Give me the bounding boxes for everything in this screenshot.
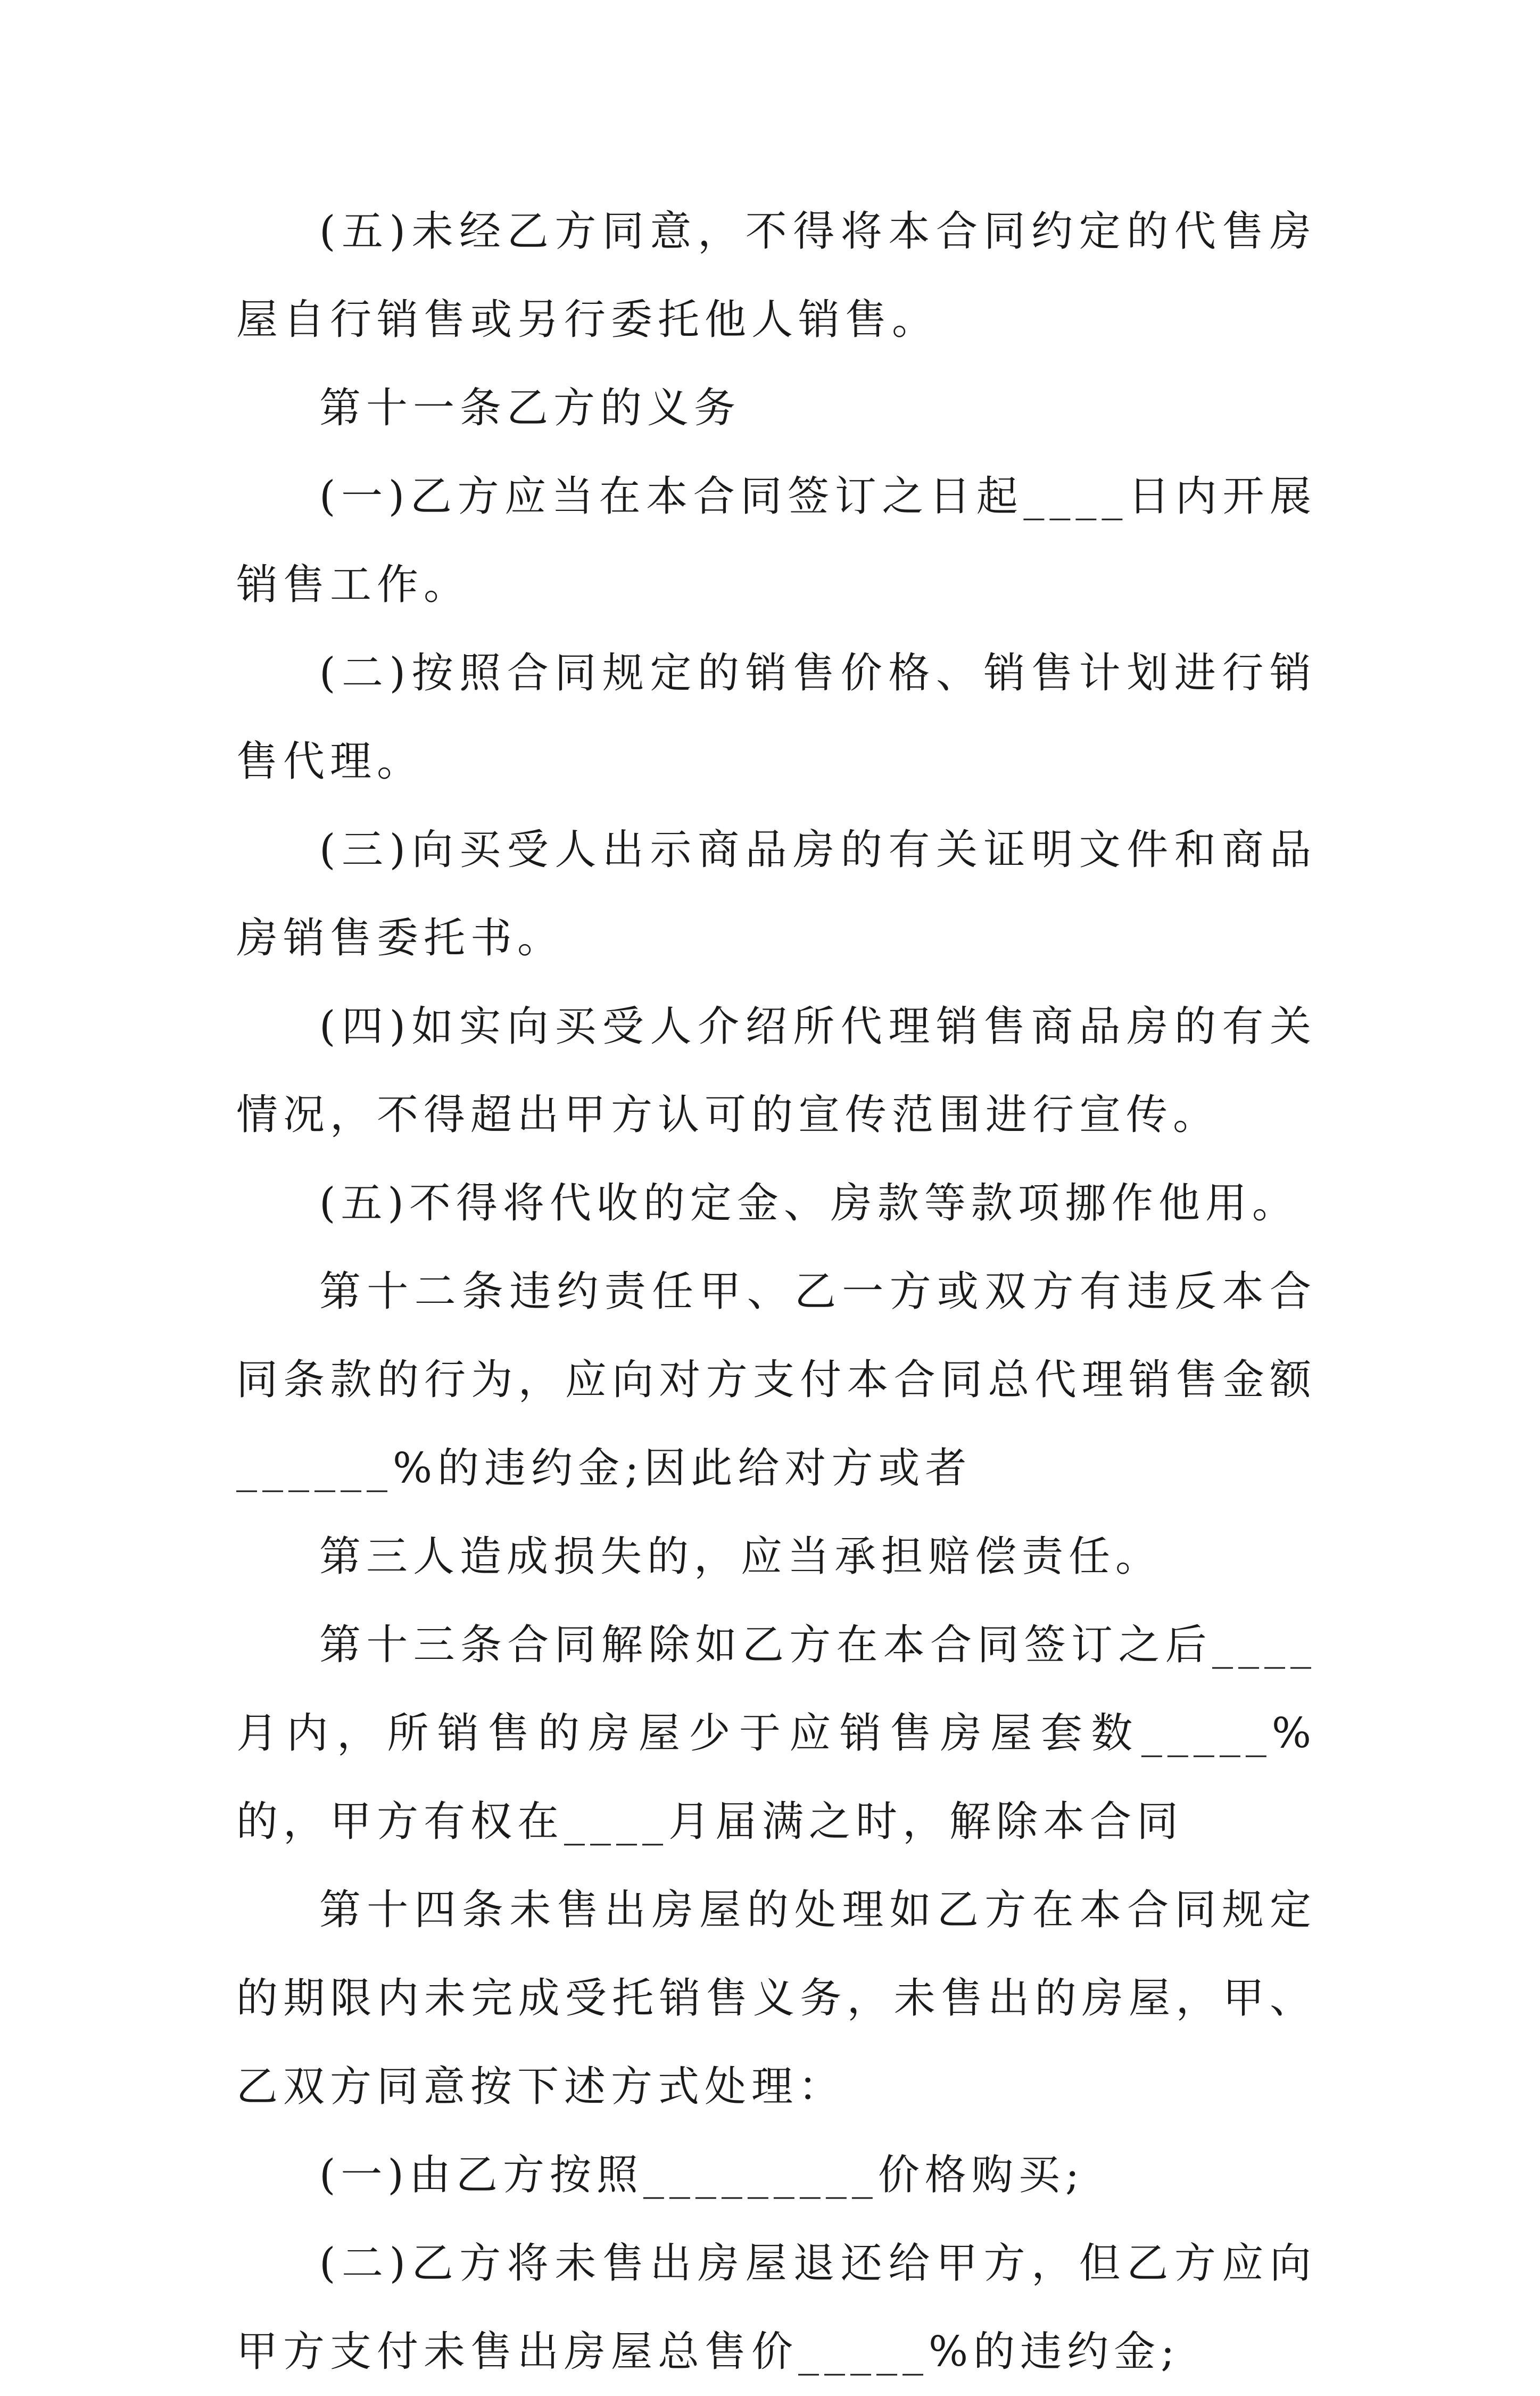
document-body (236, 187, 1317, 2396)
heading-article-11: 第十一条乙方的义务 (319, 384, 741, 432)
paragraph-article-12-continued: 第三人造成损失的，应当承担赔偿责任。 (319, 1533, 1163, 1581)
paragraph-clause-14-1: (一)由乙方按照_________价格购买; (319, 2151, 1085, 2199)
paragraph-article-12: 第十二条违约责任甲、乙一方或双方有违反本合同条款的行为，应向对方支付本合同总代理销售金额______%的违约金;因此给对方或者 (236, 1268, 1317, 1492)
paragraph-clause-11-2: (二)按照合同规定的销售价格、销售计划进行销售代理。 (236, 649, 1317, 786)
paragraph-article-14: 第十四条未售出房屋的处理如乙方在本合同规定的期限内未完成受托销售义务，未售出的房屋，甲、乙双方同意按下述方式处理： (236, 1886, 1317, 2111)
paragraph-clause-11-3: (三)向买受人出示商品房的有关证明文件和商品房销售委托书。 (236, 826, 1317, 962)
paragraph-clause-11-1: (一)乙方应当在本合同签订之日起____日内开展销售工作。 (236, 473, 1317, 609)
paragraph-clause-10-5: (五)未经乙方同意，不得将本合同约定的代售房屋自行销售或另行委托他人销售。 (236, 208, 1317, 344)
paragraph-clause-11-4: (四)如实向买受人介绍所代理销售商品房的有关情况，不得超出甲方认可的宣传范围进行宣传。 (236, 1003, 1317, 1139)
paragraph-clause-11-5: (五)不得将代收的定金、房款等款项挪作他用。 (319, 1179, 1299, 1227)
paragraph-clause-14-2: (二)乙方将未售出房屋退还给甲方，但乙方应向甲方支付未售出房屋总售价_____%的违约金; (236, 2240, 1317, 2376)
paragraph-article-13: 第十三条合同解除如乙方在本合同签订之后____月内，所销售的房屋少于应销售房屋套数_____%的，甲方有权在____月届满之时，解除本合同 (236, 1621, 1317, 1846)
